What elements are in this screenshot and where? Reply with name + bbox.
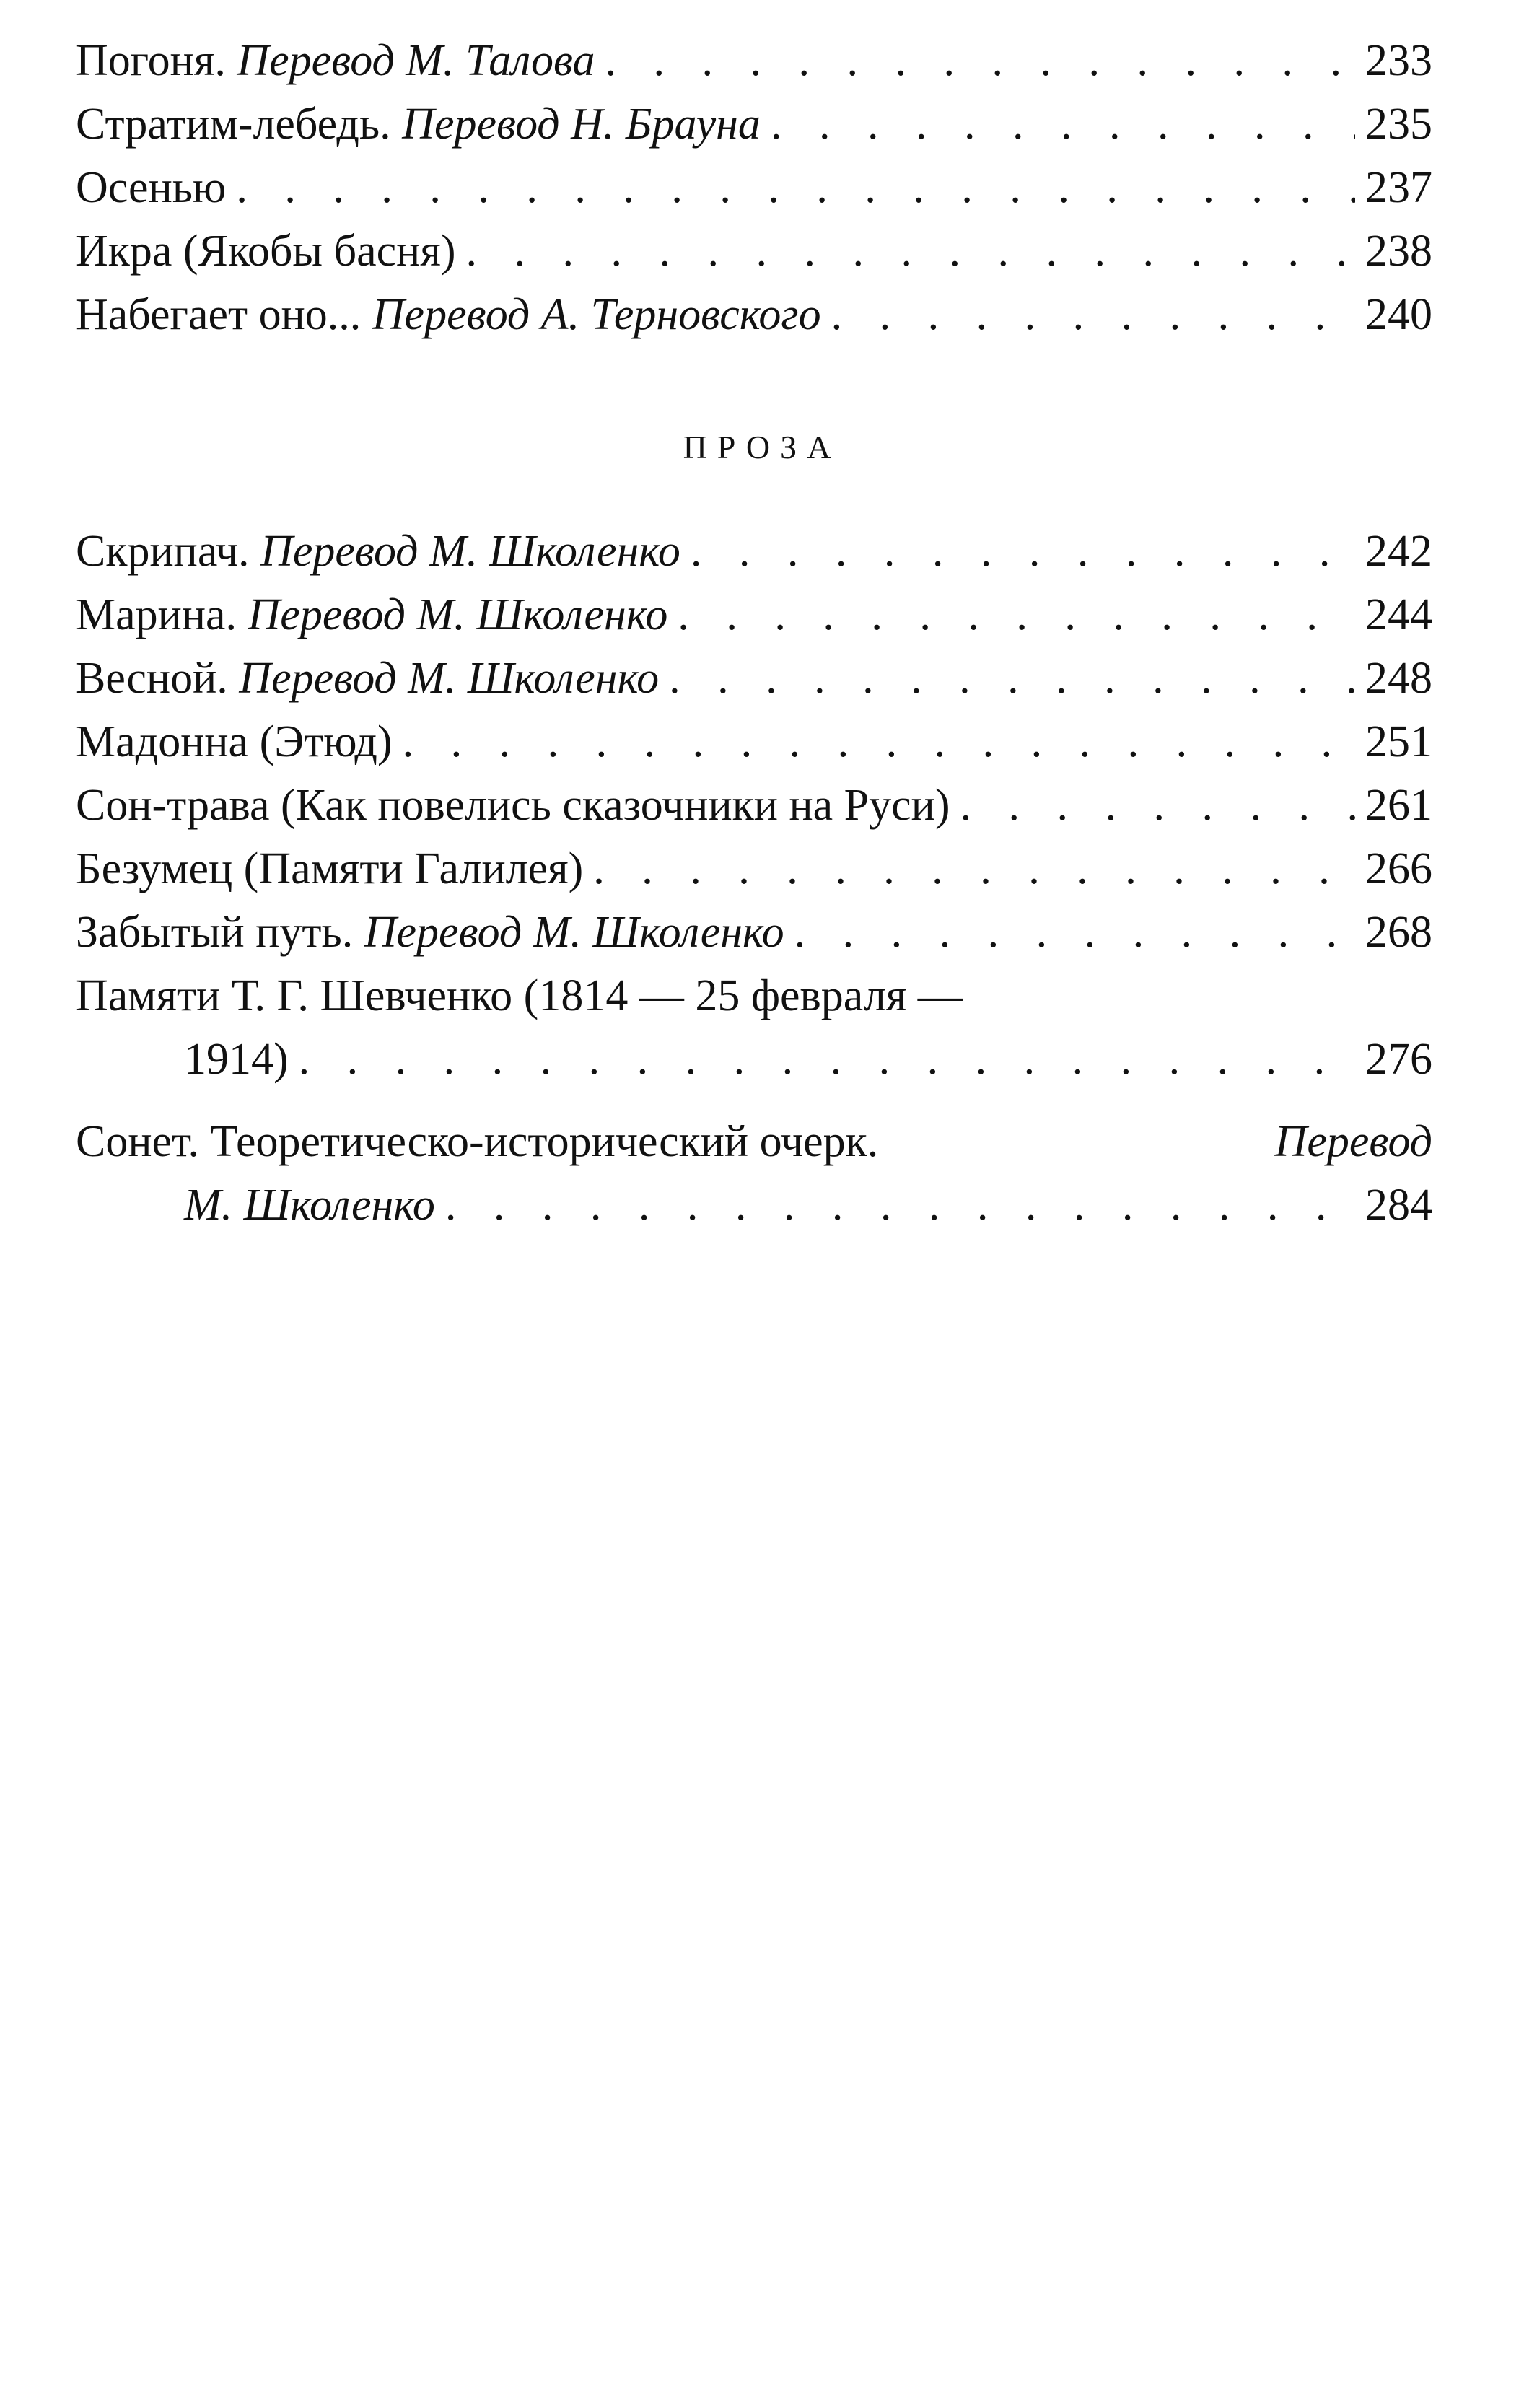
toc-entry	[76, 92, 1432, 156]
page-number: 233	[1365, 36, 1432, 85]
page-number: 237	[1365, 163, 1432, 212]
entry-translator: Перевод А. Терновского	[372, 290, 821, 339]
leader-dots	[593, 837, 1355, 901]
toc-entry	[76, 837, 1432, 901]
page-number: 251	[1365, 717, 1432, 766]
leader-dots	[236, 156, 1355, 219]
toc-entry	[76, 29, 1432, 92]
entry-title: Набегает оно... Перевод А. Терновского	[76, 290, 821, 339]
entry-translator: Перевод М. Школенко	[364, 908, 784, 957]
leader-dots	[403, 710, 1355, 774]
toc-entry	[76, 583, 1432, 647]
page-number: 235	[1365, 100, 1432, 149]
leader-dots	[605, 29, 1355, 92]
entry-title: Марина. Перевод М. Школенко	[76, 590, 668, 639]
entry-translator: Перевод М. Школенко	[260, 527, 680, 576]
section-heading: ПРОЗА	[683, 429, 841, 465]
entry-title-line: Памяти Т. Г. Шевченко (1814 — 25 февраля —	[76, 971, 963, 1020]
toc-entry	[76, 520, 1432, 583]
entry-title: Погоня. Перевод М. Талова	[76, 36, 595, 85]
leader-dots	[794, 901, 1355, 964]
toc-entry	[76, 156, 1432, 219]
page-number: 261	[1365, 781, 1432, 830]
entry-title: Забытый путь. Перевод М. Школенко	[76, 908, 784, 957]
toc-entry	[76, 710, 1432, 774]
entry-continuation	[76, 1173, 1432, 1237]
entry-title: Мадонна (Этюд)	[76, 717, 393, 766]
page-number: 268	[1365, 908, 1432, 957]
toc-entry	[76, 901, 1432, 964]
entry-title: Скрипач. Перевод М. Школенко	[76, 527, 680, 576]
entry-title: Стратим-лебедь. Перевод Н. Брауна	[76, 100, 761, 149]
entry-translator: Перевод	[1274, 1117, 1432, 1166]
toc-poetry-block	[76, 29, 1432, 346]
leader-dots	[771, 92, 1355, 156]
entry-title: Сон-трава (Как повелись сказочники на Руси)	[76, 781, 950, 830]
page-number: 244	[1365, 590, 1432, 639]
entry-title: Весной. Перевод М. Школенко	[76, 654, 660, 703]
toc-entry-multiline	[76, 1110, 1432, 1237]
leader-dots	[831, 283, 1355, 346]
toc-entry	[76, 647, 1432, 710]
leader-dots	[678, 583, 1355, 647]
leader-dots	[299, 1028, 1355, 1091]
entry-translator: Перевод Н. Брауна	[402, 100, 761, 149]
page-number: 242	[1365, 527, 1432, 576]
toc-entry	[76, 774, 1432, 837]
page-number: 284	[1365, 1181, 1432, 1230]
entry-title: Безумец (Памяти Галилея)	[76, 844, 584, 893]
leader-dots	[669, 647, 1355, 710]
entry-title-continuation: 1914)	[184, 1035, 289, 1084]
toc-prose-block	[76, 520, 1432, 1237]
entry-title-line: Сонет. Теоретическо-исторический очерк. Перевод	[76, 1110, 1432, 1173]
leader-dots	[466, 219, 1355, 283]
page-number: 266	[1365, 844, 1432, 893]
entry-translator: Перевод М. Школенко	[248, 590, 668, 639]
entry-title-continuation: М. Школенко	[184, 1181, 435, 1230]
page-number: 248	[1365, 654, 1432, 703]
page-number: 240	[1365, 290, 1432, 339]
entry-continuation	[76, 1028, 1432, 1091]
toc-entry-multiline	[76, 964, 1432, 1091]
toc-entry	[76, 219, 1432, 283]
leader-dots	[960, 774, 1355, 837]
page-number: 276	[1365, 1035, 1432, 1084]
entry-translator: Перевод М. Талова	[237, 36, 595, 85]
toc-entry	[76, 283, 1432, 346]
leader-dots	[691, 520, 1355, 583]
entry-title: Икра (Якобы басня)	[76, 227, 456, 276]
page-number: 238	[1365, 227, 1432, 276]
entry-title: Осенью	[76, 163, 227, 212]
entry-translator: Перевод М. Школенко	[239, 654, 660, 703]
leader-dots	[445, 1173, 1355, 1237]
